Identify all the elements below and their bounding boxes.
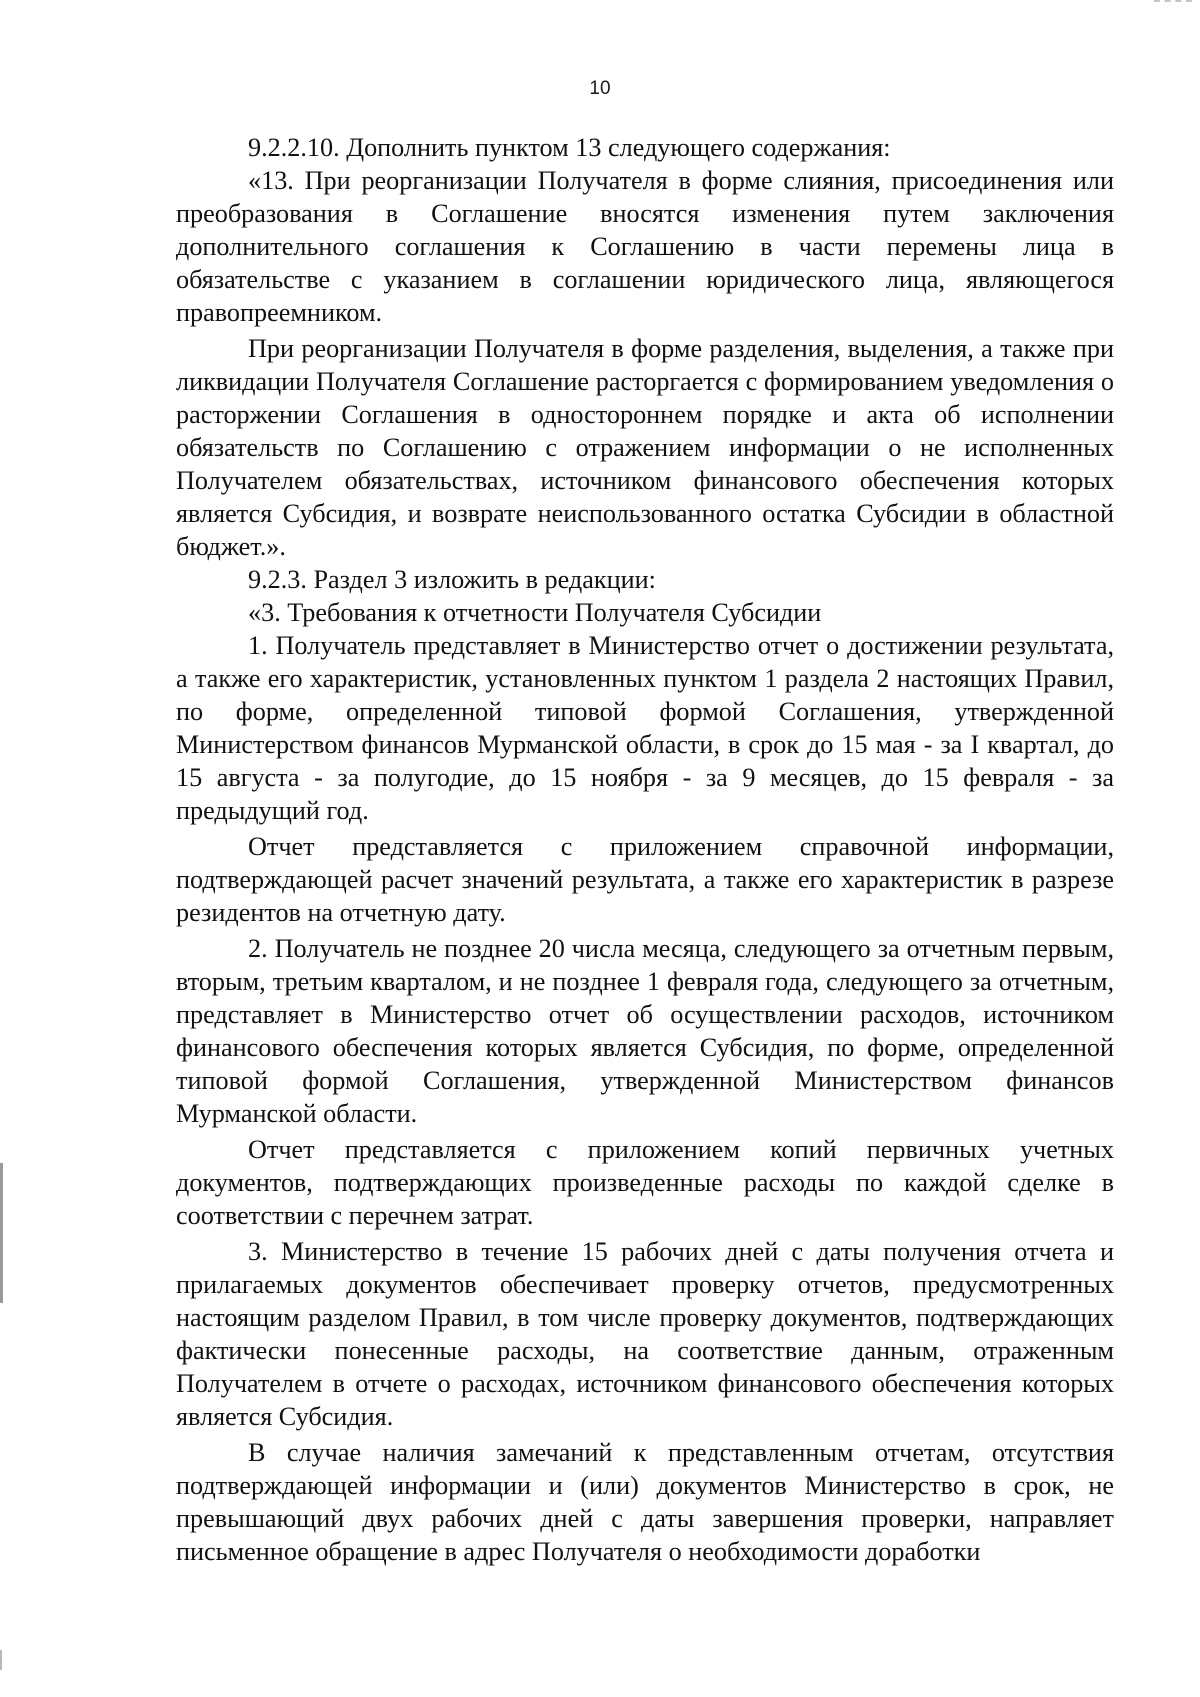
paragraph-item-13: «13. При реорганизации Получателя в форме слияния, присоединения или преобразования в Соглашение вносятся изменения путем заключения дополнительного соглашения к Соглашению в части перемены лица в обязательстве с указанием в соглашении юридического лица, являющегося правопреемником. <box>176 166 1114 327</box>
paragraph-item-1: 1. Получатель представляет в Министерство отчет о достижении результата, а также его характеристик, установленных пунктом 1 раздела 2 настоящих Правил, по форме, определенной типовой формой Соглашения, утвержденной Министерством финансов Мурманской области, в срок до 15 мая - за I квартал, до 15 августа - за полугодие, до 15 ноября - за 9 месяцев, до 15 февраля - за предыдущий год. <box>176 631 1114 825</box>
scan-edge-artifact <box>0 1163 3 1303</box>
paragraph-remarks: В случае наличия замечаний к представленным отчетам, отсутствия подтверждающей информации и (или) документов Министерство в срок, не превышающий двух рабочих дней с даты завершения проверки, направляет письменное обращение в адрес Получателя о необходимости доработки <box>176 1438 1114 1566</box>
paragraph-reorganization: При реорганизации Получателя в форме разделения, выделения, а также при ликвидации Получателя Соглашение расторгается с формированием уведомления о расторжении Соглашения в одностороннем порядке и акта об исполнении обязательств по Соглашению с отражением информации о не исполненных Получателем обязательствах, источником финансового обеспечения которых является Субсидия, и возврате неиспользованного остатка Субсидии в областной бюджет.». <box>176 334 1114 561</box>
paragraph-item-3: 3. Министерство в течение 15 рабочих дней с даты получения отчета и прилагаемых документов обеспечивает проверку отчетов, предусмотренных настоящим разделом Правил, в том числе проверку документов, подтверждающих фактически понесенные расходы, на соответствие данным, отраженным Получателем в отчете о расходах, источником финансового обеспечения которых является Субсидия. <box>176 1237 1114 1431</box>
scan-corner-mark <box>1154 0 1192 6</box>
scan-edge-artifact <box>0 1650 2 1670</box>
page-number: 10 <box>589 78 611 99</box>
paragraph-item-2: 2. Получатель не позднее 20 числа месяца, следующего за отчетным первым, вторым, третьим кварталом, и не позднее 1 февраля года, следующего за отчетным, представляет в Министерство отчет об осуществлении расходов, источником финансового обеспечения которых является Субсидия, по форме, определенной типовой формой Соглашения, утвержденной Министерством финансов Мурманской области. <box>176 934 1114 1128</box>
paragraph-9-2-3: 9.2.3. Раздел 3 изложить в редакции: <box>248 565 656 594</box>
paragraph-report-attachment: Отчет представляется с приложением справочной информации, подтверждающей расчет значений результата, а также его характеристик в разрезе резидентов на отчетную дату. <box>176 832 1114 927</box>
section-heading-3: «3. Требования к отчетности Получателя Субсидии <box>248 598 822 627</box>
document-body <box>176 131 1114 1568</box>
paragraph-9-2-2-10: 9.2.2.10. Дополнить пунктом 13 следующего содержания: <box>248 133 891 162</box>
paragraph-report-copies: Отчет представляется с приложением копий первичных учетных документов, подтверждающих произведенные расходы по каждой сделке в соответствии с перечнем затрат. <box>176 1135 1114 1230</box>
